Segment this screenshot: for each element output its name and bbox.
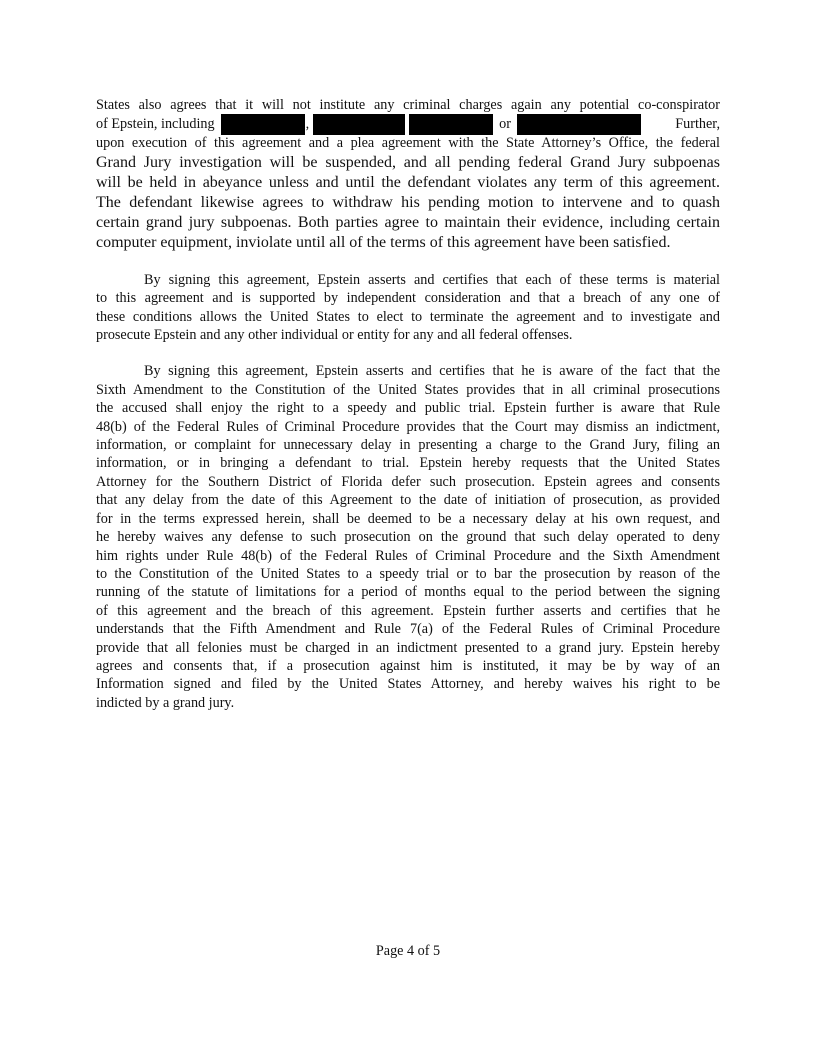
redaction-block-2 <box>313 114 405 135</box>
redaction-block-4 <box>517 114 641 135</box>
text-line: for in the terms expressed herein, shall be deemed to be a necessary delay at his own request, and <box>96 510 720 527</box>
text-line: Information signed and filed by the United States Attorney, and hereby waives his right to be <box>96 676 720 693</box>
text-segment: Further, <box>675 116 720 133</box>
text-line: to this agreement and is supported by independent consideration and that a breach of any one of <box>96 290 720 307</box>
text-line: prosecute Epstein and any other individual or entity for any and all federal offenses. <box>96 327 573 344</box>
text-line: of this agreement and the breach of this agreement. Epstein further asserts and certifies that he <box>96 602 720 619</box>
text-line: him rights under Rule 48(b) of the Federal Rules of Criminal Procedure and the Sixth Amendment <box>96 547 720 564</box>
text-segment: or <box>499 116 511 133</box>
text-line: Grand Jury investigation will be suspended, and all pending federal Grand Jury subpoenas <box>96 153 720 171</box>
text-segment: of Epstein, including <box>96 116 215 133</box>
text-line: these conditions allows the United States to elect to terminate the agreement and to investigate and <box>96 308 720 325</box>
paragraph-speedy-trial-waiver <box>96 362 720 712</box>
redaction-block-3 <box>409 114 493 135</box>
text-line: information, or complaint for unnecessary delay in presenting a charge to the Grand Jury, filing an <box>96 437 720 454</box>
text-line: computer equipment, inviolate until all of the terms of this agreement have been satisfied. <box>96 233 671 251</box>
text-line: Attorney for the Southern District of Florida defer such prosecution. Epstein agrees and consents <box>96 473 720 490</box>
document-page <box>96 96 720 712</box>
text-line: States also agrees that it will not institute any criminal charges again any potential co-conspirator <box>96 97 720 113</box>
text-segment: , <box>305 116 310 133</box>
text-line: the accused shall enjoy the right to a speedy and public trial. Epstein further is aware that Rule <box>96 400 720 417</box>
paragraph-material-terms <box>96 271 720 345</box>
page-number-footer: Page 4 of 5 <box>375 943 441 959</box>
text-line: 48(b) of the Federal Rules of Criminal Procedure provides that the Court may dismiss an indictment, <box>96 418 720 435</box>
text-line: upon execution of this agreement and a plea agreement with the State Attorney’s Office, the federal <box>96 135 720 152</box>
text-line: indicted by a grand jury. <box>96 694 235 711</box>
text-line: running of the statute of limitations for a period of months equal to the period between the signing <box>96 584 720 601</box>
text-line: understands that the Fifth Amendment and Rule 7(a) of the Federal Rules of Criminal Procedure <box>96 621 720 638</box>
text-line: The defendant likewise agrees to withdraw his pending motion to intervene and to quash <box>96 193 720 211</box>
redaction-block-1 <box>221 114 305 135</box>
text-line: certain grand jury subpoenas. Both parties agree to maintain their evidence, including certain <box>96 213 720 231</box>
text-line: information, or in bringing a defendant to trial. Epstein hereby requests that the United States <box>96 455 720 472</box>
text-line: agrees and consents that, if a prosecution against him is instituted, it may be by way of an <box>96 657 720 674</box>
text-line: By signing this agreement, Epstein asserts and certifies that each of these terms is material <box>144 271 720 288</box>
text-line: By signing this agreement, Epstein asserts and certifies that he is aware of the fact that the <box>144 363 720 380</box>
text-line: to the Constitution of the United States to a speedy trial or to bar the prosecution by reason of the <box>96 565 720 582</box>
redacted-names-line <box>96 114 720 134</box>
paragraph-spacer <box>96 253 720 271</box>
text-line: Sixth Amendment to the Constitution of the United States provides that in all criminal prosecutions <box>96 381 720 398</box>
paragraph-co-conspirator <box>96 96 720 253</box>
text-line: he hereby waives any defense to such prosecution on the ground that such delay operated to deny <box>96 529 720 546</box>
text-line: will be held in abeyance unless and until the defendant violates any term of this agreement. <box>96 173 720 191</box>
text-line: provide that all felonies must be charged in an indictment presented to a grand jury. Epstein hereby <box>96 639 720 656</box>
paragraph-spacer <box>96 344 720 362</box>
text-line: that any delay from the date of this Agreement to the date of initiation of prosecution, as provided <box>96 492 720 509</box>
